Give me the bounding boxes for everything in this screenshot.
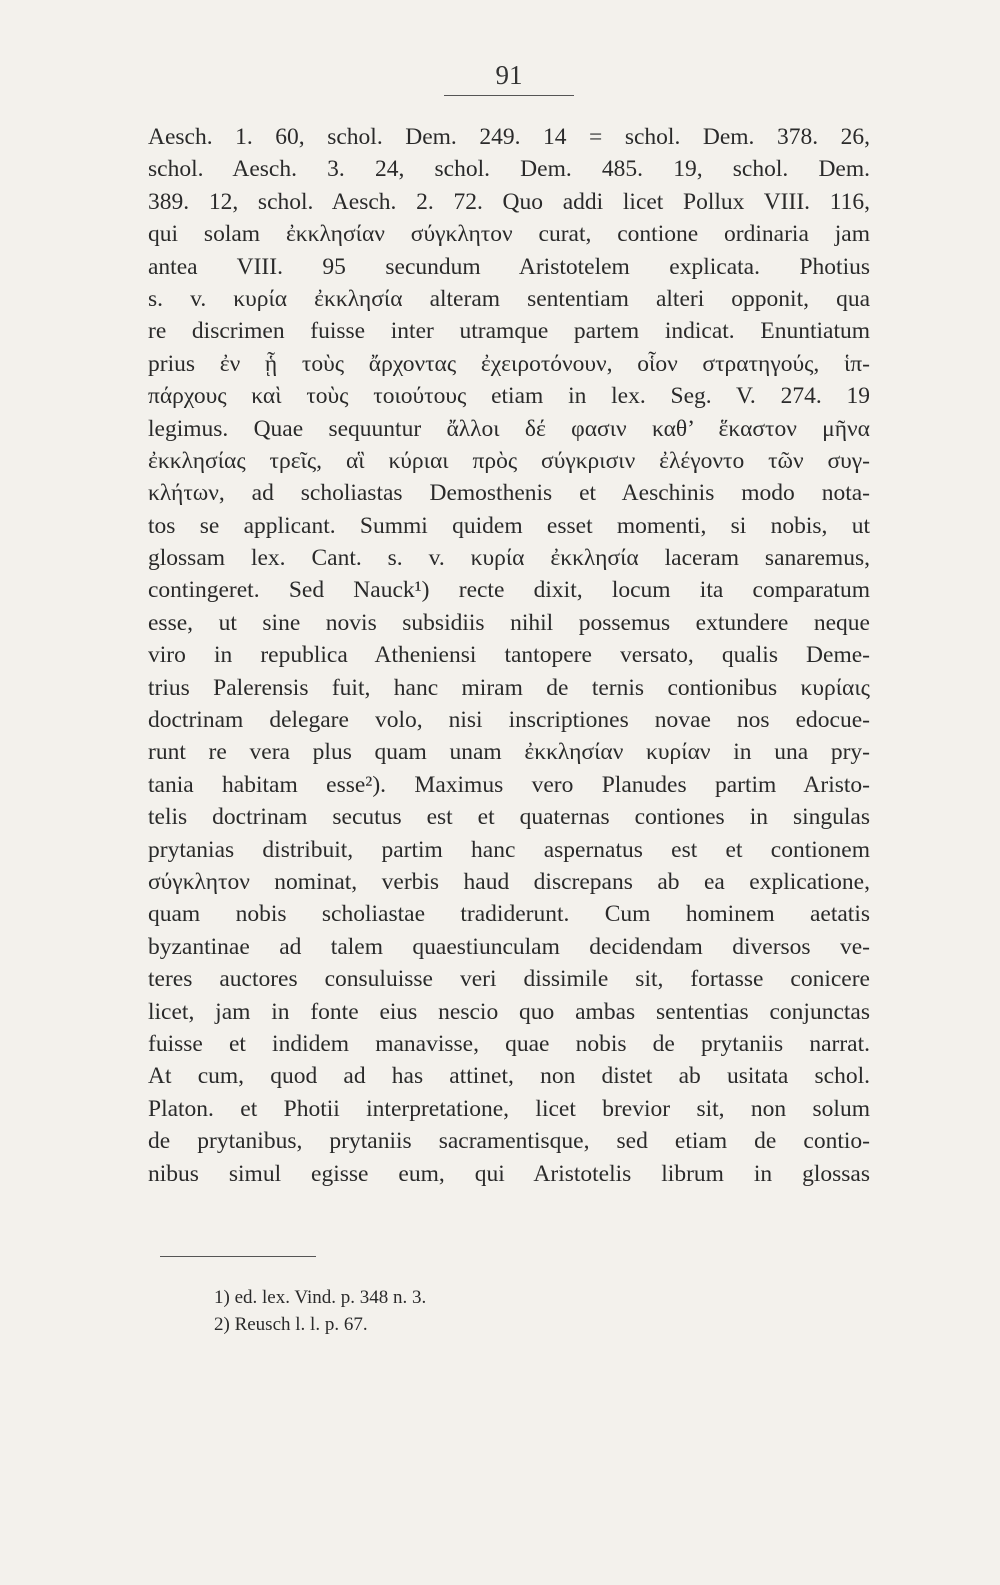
text-line: runt re vera plus quam unam ἐκκλησίαν κυρίαν in una pry- xyxy=(148,739,870,766)
text-line: schol. Aesch. 3. 24, schol. Dem. 485. 19, schol. Dem. xyxy=(148,156,870,183)
text-line: ἐκκλησίας τρεῖς, αἳ κύριαι πρὸς σύγκρισιν ἐλέγοντο τῶν συγ- xyxy=(148,447,870,474)
page-number: 91 xyxy=(495,60,523,90)
text-line: fuisse et indidem manavisse, quae nobis de prytaniis narrat. xyxy=(148,1030,870,1057)
text-line: σύγκλητον nominat, verbis haud discrepans ab ea explicatione, xyxy=(148,868,870,895)
text-line: re discrimen fuisse inter utramque partem indicat. Enuntiatum xyxy=(148,318,870,345)
text-line: quam nobis scholiastae tradiderunt. Cum hominem aetatis xyxy=(148,901,870,928)
text-line: licet, jam in fonte eius nescio quo ambas sententias conjunctas xyxy=(148,998,870,1025)
page-number-rule xyxy=(444,95,574,96)
text-line: glossam lex. Cant. s. v. κυρία ἐκκλησία laceram sanaremus, xyxy=(148,545,870,572)
text-line: contingeret. Sed Nauck¹) recte dixit, locum ita comparatum xyxy=(148,577,870,604)
text-line: 389. 12, schol. Aesch. 2. 72. Quo addi licet Pollux VIII. 116, xyxy=(148,188,870,215)
text-line: viro in republica Atheniensi tantopere versato, qualis Deme- xyxy=(148,642,870,669)
text-line: Platon. et Photii interpretatione, licet brevior sit, non solum xyxy=(148,1095,870,1122)
text-line: telis doctrinam secutus est et quaternas contiones in singulas xyxy=(148,804,870,831)
text-line: byzantinae ad talem quaestiunculam decidendam diversos ve- xyxy=(148,933,870,960)
text-line: tos se applicant. Summi quidem esset momenti, si nobis, ut xyxy=(148,512,870,539)
text-line: prius ἐν ᾗ τοὺς ἄρχοντας ἐχειροτόνουν, οἷον στρατηγούς, ἱπ- xyxy=(148,350,870,377)
footnotes xyxy=(214,1284,614,1338)
text-line: κλήτων, ad scholiastas Demosthenis et Aeschinis modo nota- xyxy=(148,480,870,507)
body-text xyxy=(148,121,870,1190)
text-line: πάρχους καὶ τοὺς τοιούτους etiam in lex. Seg. V. 274. 19 xyxy=(148,383,870,410)
text-line: s. v. κυρία ἐκκλησία alteram sententiam alteri opponit, qua xyxy=(148,285,870,312)
text-line: At cum, quod ad has attinet, non distet ab usitata schol. xyxy=(148,1063,870,1090)
text-line: esse, ut sine novis subsidiis nihil possemus extundere neque xyxy=(148,609,870,636)
text-line: qui solam ἐκκλησίαν σύγκλητον curat, contione ordinaria jam xyxy=(148,221,870,248)
text-line: antea VIII. 95 secundum Aristotelem explicata. Photius xyxy=(148,253,870,280)
text-line: doctrinam delegare volo, nisi inscriptiones novae nos edocue- xyxy=(148,707,870,734)
footnote: 1) ed. lex. Vind. p. 348 n. 3. xyxy=(214,1287,427,1308)
text-line: teres auctores consuluisse veri dissimile sit, fortasse conicere xyxy=(148,966,870,993)
text-line: trius Palerensis fuit, hanc miram de ternis contionibus κυρίαις xyxy=(148,674,870,701)
text-line: Aesch. 1. 60, schol. Dem. 249. 14 = schol. Dem. 378. 26, xyxy=(148,124,870,150)
text-line: legimus. Quae sequuntur ἄλλοι δέ φασιν καθ’ ἕκαστον μῆνα xyxy=(148,415,870,442)
footnote-rule xyxy=(160,1256,316,1257)
text-line: prytanias distribuit, partim hanc aspernatus est et contionem xyxy=(148,836,870,863)
footnote: 2) Reusch l. l. p. 67. xyxy=(214,1314,368,1335)
text-line: de prytanibus, prytaniis sacramentisque, sed etiam de contio- xyxy=(148,1128,870,1155)
text-line: nibus simul egisse eum, qui Aristotelis librum in glossas xyxy=(148,1160,870,1187)
text-line: tania habitam esse²). Maximus vero Planudes partim Aristo- xyxy=(148,771,870,798)
